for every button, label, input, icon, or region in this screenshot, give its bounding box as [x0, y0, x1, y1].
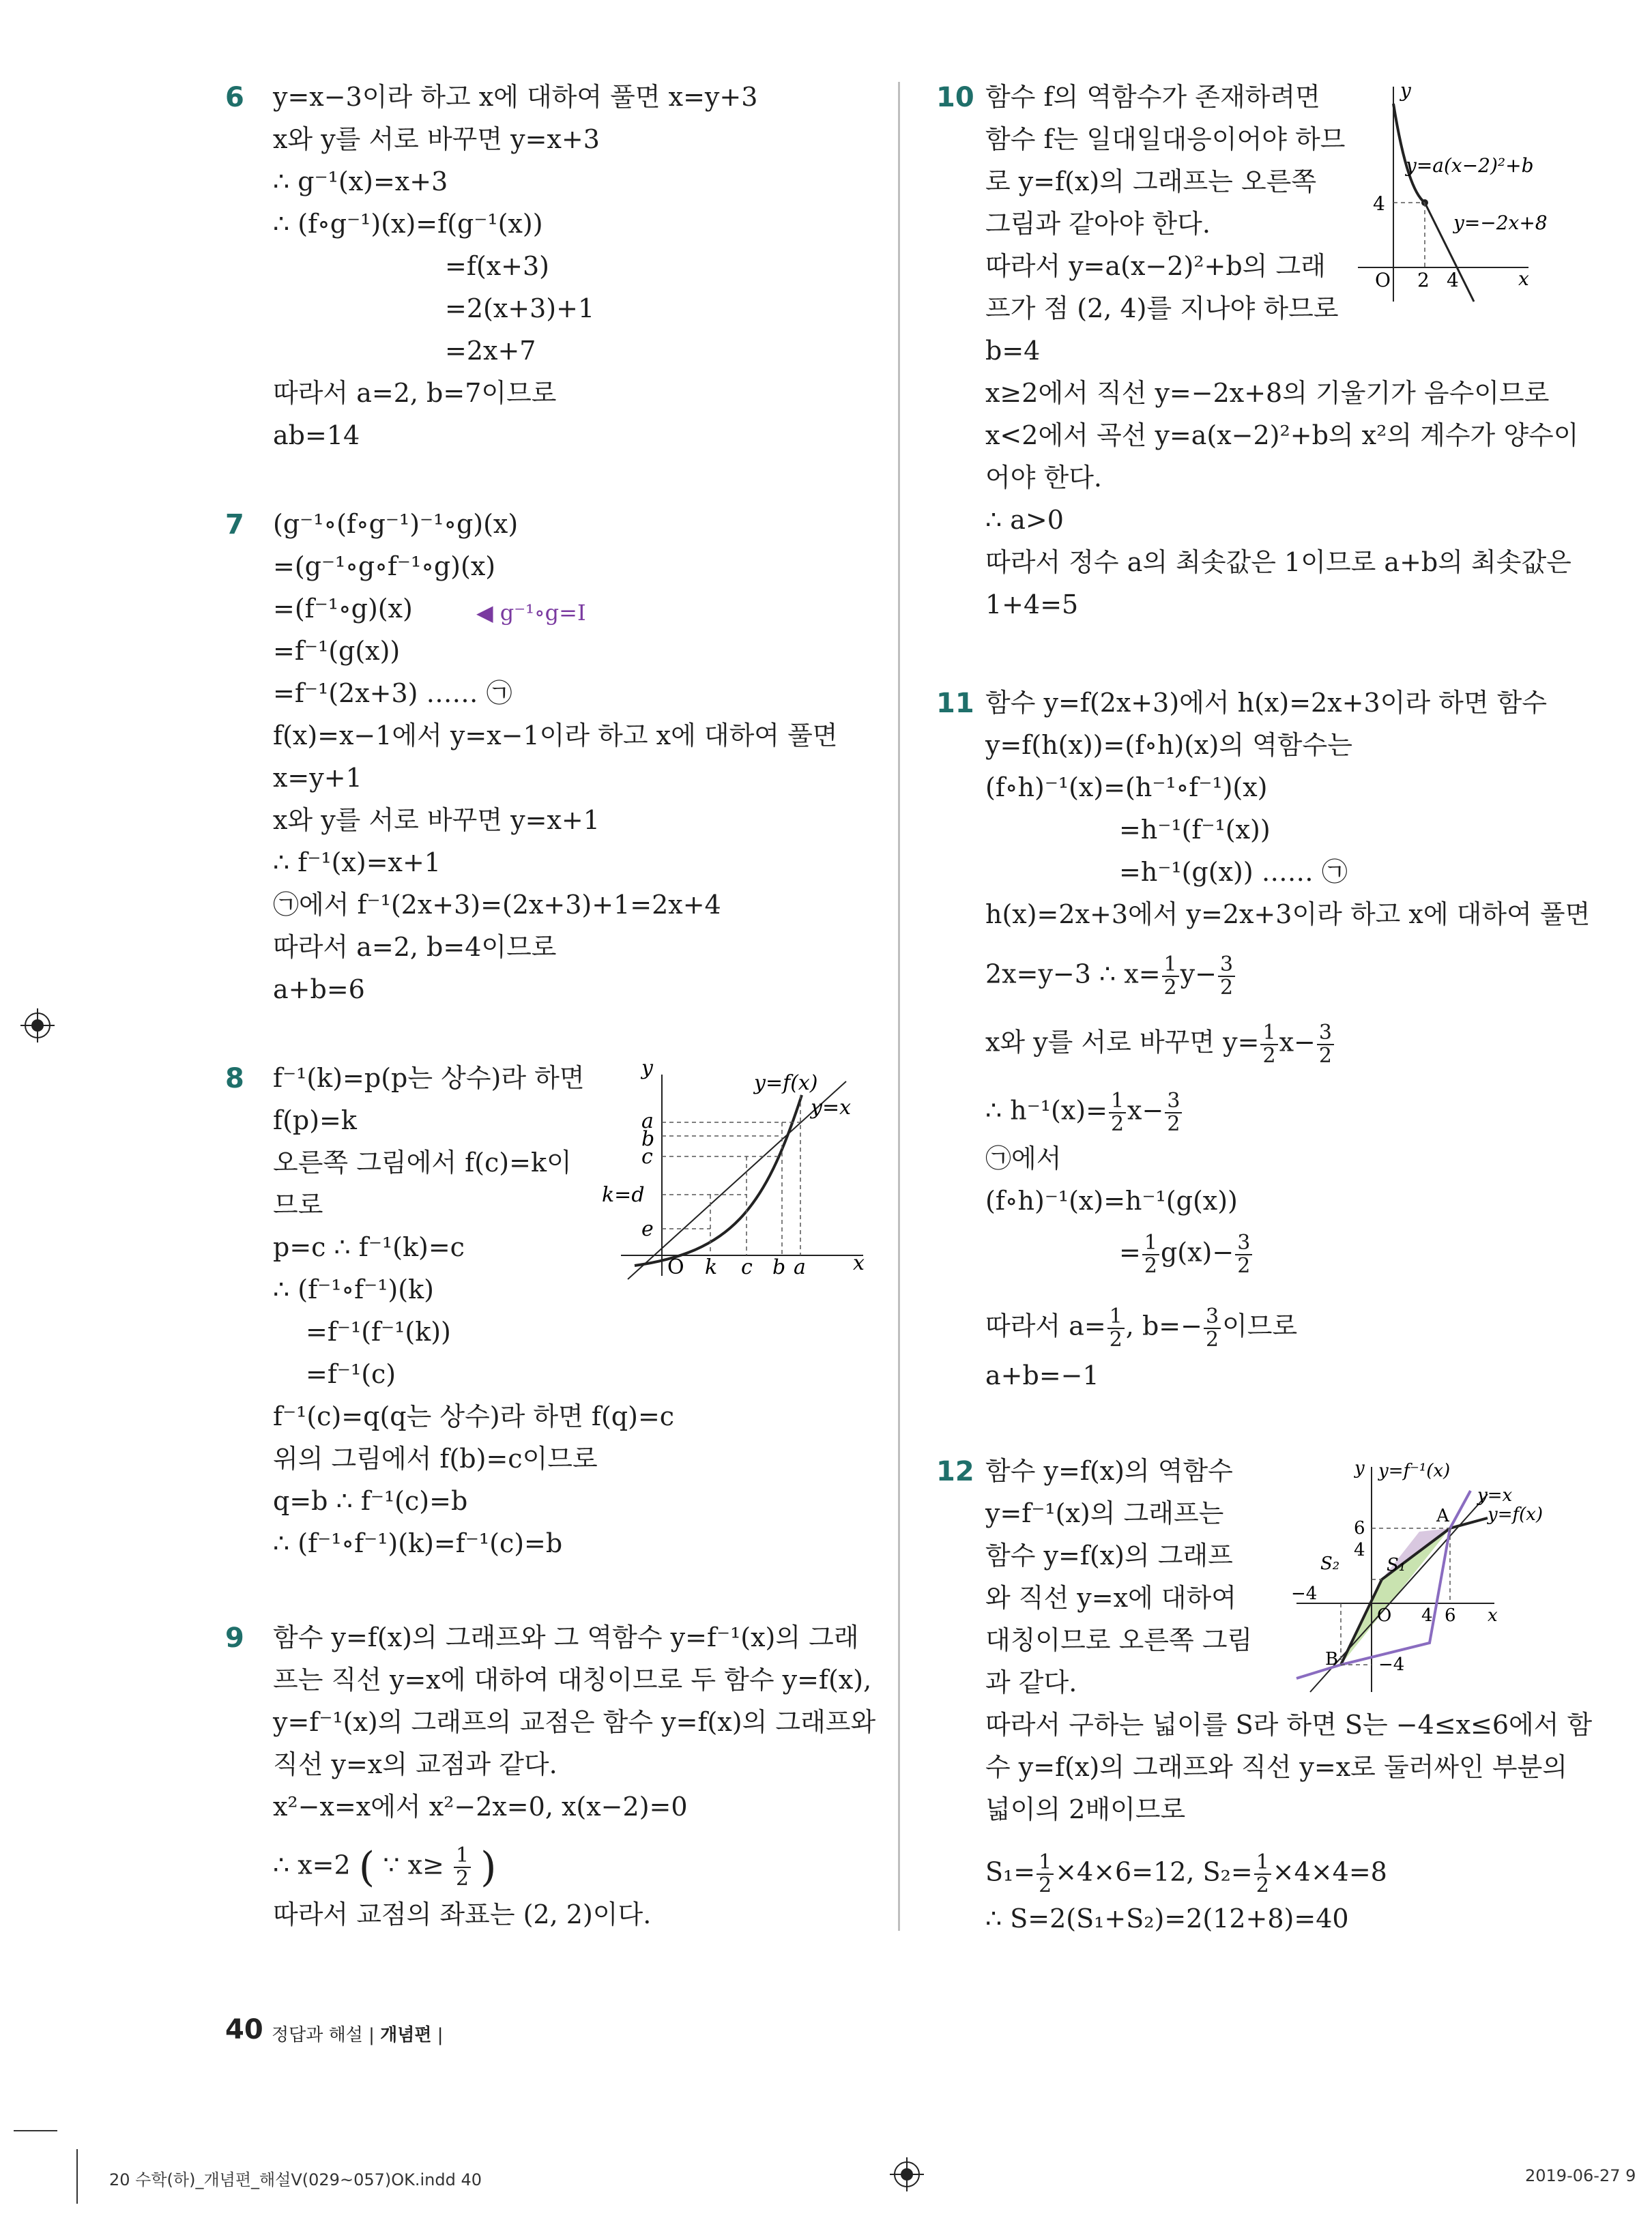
- s1-label: S₁: [1387, 1555, 1406, 1575]
- x-tick-6: 6: [1445, 1605, 1456, 1626]
- solution-line: 수 y=f(x)의 그래프와 직선 y=x로 둘러싸인 부분의: [985, 1752, 1567, 1782]
- fraction: $\frac{1}{2}$: [1254, 1852, 1271, 1897]
- eq-text: S₁=: [985, 1856, 1036, 1887]
- solution-line: [1119, 1232, 1254, 1277]
- solution-line: (g⁻¹∘(f∘g⁻¹)⁻¹∘g)(x): [273, 509, 519, 539]
- fraction: $\frac{1}{2}$: [1142, 1232, 1159, 1277]
- solution-line: a+b=−1: [985, 1360, 1099, 1390]
- solution-line: 어야 한다.: [985, 463, 1102, 493]
- y-axis-label: y: [641, 1061, 653, 1080]
- column-divider: [898, 82, 900, 1931]
- solution-line: ab=14: [273, 420, 360, 450]
- solution-line: y=f⁻¹(x)의 그래프는: [985, 1498, 1224, 1528]
- fraction: $\frac{3}{2}$: [1317, 1022, 1334, 1067]
- problem-number: 6: [225, 82, 244, 113]
- solution-line: f⁻¹(k)=p(p는 상수)라 하면: [273, 1063, 585, 1093]
- solution-line: [985, 1090, 1183, 1135]
- eq-text: x와 y를 서로 바꾸면 y=: [985, 1027, 1260, 1058]
- y-tick-c: c: [641, 1145, 653, 1169]
- solution-line: =f⁻¹(f⁻¹(k)): [306, 1317, 451, 1347]
- x-axis-label: x: [1518, 267, 1529, 290]
- line-label: y=x: [1477, 1485, 1513, 1506]
- solution-line: =f⁻¹(g(x)): [273, 636, 401, 666]
- solution-line: x와 y를 서로 바꾸면 y=x+1: [273, 805, 600, 835]
- y-tick-a: a: [641, 1109, 654, 1133]
- solution-line: 프가 점 (2, 4)를 지나야 하므로: [985, 293, 1339, 323]
- solution-line: =f⁻¹(c): [306, 1359, 396, 1389]
- solution-line: 직선 y=x의 교점과 같다.: [273, 1749, 557, 1779]
- y-tick-e: e: [641, 1217, 654, 1241]
- solution-line: =2x+7: [445, 336, 536, 366]
- curve-label: y=a(x−2)²+b: [1406, 154, 1534, 177]
- solution-line: =f(x+3): [445, 251, 550, 281]
- footer-label: [272, 2021, 444, 2046]
- x-tick-c: c: [741, 1255, 753, 1279]
- solution-line: f(x)=x−1에서 y=x−1이라 하고 x에 대하여 풀면: [273, 720, 838, 750]
- fraction: $\frac{1}{2}$: [1107, 1306, 1125, 1351]
- solution-line: [273, 1845, 497, 1890]
- y-tick-4: 4: [1373, 192, 1385, 215]
- eq-text: 이므로: [1222, 1311, 1298, 1341]
- guide-lines: [662, 1095, 800, 1255]
- solution-line: f⁻¹(c)=q(q는 상수)라 하면 f(q)=c: [273, 1401, 675, 1431]
- solution-line: 함수 y=f(x)의 그래프와 그 역함수 y=f⁻¹(x)의 그래: [273, 1622, 859, 1652]
- solution-line: 함수 y=f(x)의 그래프: [985, 1541, 1233, 1571]
- solution-line: 따라서 a=2, b=7이므로: [273, 378, 557, 408]
- y-axis-label: y: [1354, 1458, 1365, 1478]
- solution-line: =h⁻¹(f⁻¹(x)): [1119, 815, 1271, 845]
- solution-line: p=c ∴ f⁻¹(k)=c: [273, 1232, 465, 1262]
- slug-date: 2019-06-27 9: [1525, 2166, 1636, 2185]
- problem-number: 9: [225, 1622, 244, 1654]
- solution-line: =f⁻¹(2x+3) …… ㉠: [273, 678, 512, 708]
- line-label: y=x: [811, 1096, 852, 1120]
- crop-mark-left: [14, 2130, 57, 2131]
- fraction: $\frac{1}{2}$: [1037, 1852, 1054, 1897]
- solution-line: ∴ g⁻¹(x)=x+3: [273, 166, 448, 196]
- solution-line: 1+4=5: [985, 589, 1079, 619]
- solution-line: a+b=6: [273, 974, 365, 1004]
- slug-file: 20 수학(하)_개념편_해설Ⅴ(029~057)OK.indd 40: [109, 2170, 482, 2189]
- problem-number: 10: [936, 82, 974, 113]
- eq-text: x−: [1279, 1027, 1316, 1058]
- solution-line: q=b ∴ f⁻¹(c)=b: [273, 1486, 468, 1516]
- solution-line: =h⁻¹(g(x)) …… ㉠: [1119, 857, 1348, 887]
- curve-label: y=f(x): [754, 1071, 818, 1095]
- solution-line: ∴ (f⁻¹∘f⁻¹)(k)=f⁻¹(c)=b: [273, 1528, 563, 1558]
- footer-part: 개념편: [380, 2025, 432, 2045]
- solution-line: x≥2에서 직선 y=−2x+8의 기울기가 음수이므로: [985, 378, 1550, 408]
- s2-label: S₂: [1320, 1554, 1340, 1574]
- solution-line: (f∘h)⁻¹(x)=h⁻¹(g(x)): [985, 1186, 1238, 1216]
- eq-text: x−: [1127, 1095, 1164, 1126]
- paren-close: ): [480, 1843, 497, 1891]
- paren-open: (: [358, 1843, 375, 1891]
- solution-line: x=y+1: [273, 763, 362, 793]
- solution-line: 따라서 a=2, b=4이므로: [273, 932, 557, 962]
- eq-text: ∴ h⁻¹(x)=: [985, 1095, 1107, 1126]
- curve-parabola: [1393, 104, 1425, 203]
- eq-text: ×4×6=12, S₂=: [1055, 1856, 1253, 1887]
- solution-line: =(f⁻¹∘g)(x): [273, 594, 413, 624]
- guide-lines: [1393, 203, 1425, 267]
- x-tick-k: k: [705, 1255, 718, 1279]
- y-tick-4: 4: [1354, 1540, 1365, 1560]
- x-tick-neg4: −4: [1291, 1584, 1318, 1604]
- y-tick-neg4: −4: [1378, 1654, 1405, 1675]
- solution-line: ㉠에서: [985, 1143, 1062, 1173]
- solution-line: 함수 f의 역함수가 존재하려면: [985, 82, 1320, 112]
- line-label: y=−2x+8: [1453, 212, 1548, 234]
- solution-line: f(p)=k: [273, 1105, 357, 1135]
- solution-line: ∴ a>0: [985, 505, 1064, 535]
- fraction: $\frac{1}{2}$: [1162, 954, 1179, 999]
- point-b-label: B: [1325, 1649, 1339, 1670]
- solution-line: (f∘h)⁻¹(x)=(h⁻¹∘f⁻¹)(x): [985, 772, 1268, 802]
- solution-line: ㉠에서 f⁻¹(2x+3)=(2x+3)+1=2x+4: [273, 890, 721, 920]
- problem-number: 7: [225, 509, 244, 540]
- y-tick-6: 6: [1354, 1518, 1365, 1539]
- origin-label: O: [1375, 269, 1391, 291]
- eq-text: 따라서 a=: [985, 1311, 1106, 1341]
- side-note: ◀ g⁻¹∘g=I: [476, 600, 586, 626]
- solution-line: ∴ (f∘g⁻¹)(x)=f(g⁻¹(x)): [273, 209, 543, 239]
- y-tick-b: b: [641, 1127, 655, 1151]
- solution-line: y=f⁻¹(x)의 그래프의 교점은 함수 y=f(x)의 그래프와: [273, 1707, 876, 1737]
- x-tick-a: a: [794, 1255, 806, 1279]
- solution-line: b=4: [985, 336, 1041, 366]
- fraction: $\frac{1}{2}$: [1260, 1022, 1277, 1067]
- fraction: $\frac{1}{2}$: [1109, 1090, 1126, 1135]
- point-a-label: A: [1436, 1506, 1449, 1526]
- eq-text: y−: [1180, 959, 1217, 989]
- fraction: $\frac{3}{2}$: [1165, 1090, 1182, 1135]
- eq-text: g(x)−: [1160, 1237, 1234, 1268]
- solution-line: ∴ S=2(S₁+S₂)=2(12+8)=40: [985, 1904, 1349, 1934]
- solution-line: 므로: [273, 1190, 323, 1220]
- problem-number: 12: [936, 1456, 974, 1487]
- solution-line: y=f(h(x))=(f∘h)(x)의 역함수는: [985, 730, 1352, 760]
- fraction: $\frac{3}{2}$: [1204, 1306, 1221, 1351]
- x-tick-b: b: [772, 1255, 786, 1279]
- footer-sep: |: [437, 2025, 444, 2045]
- solution-line: 그림과 같아야 한다.: [985, 209, 1211, 239]
- solution-line: [985, 1852, 1387, 1897]
- eq-text: ×4×4=8: [1272, 1856, 1387, 1887]
- eq-text: , b=−: [1125, 1311, 1202, 1341]
- footer-section: 정답과 해설: [272, 2025, 363, 2045]
- solution-line: x<2에서 곡선 y=a(x−2)²+b의 x²의 계수가 양수이: [985, 420, 1579, 450]
- x-tick-4: 4: [1421, 1605, 1433, 1626]
- solution-line: 대칭이므로 오른쪽 그림: [985, 1625, 1253, 1655]
- y-tick-kd: k=d: [602, 1183, 645, 1207]
- solution-line: =(g⁻¹∘g∘f⁻¹∘g)(x): [273, 551, 496, 581]
- solution-line: 따라서 정수 a의 최솟값은 1이므로 a+b의 최솟값은: [985, 547, 1571, 577]
- eq-text: 2x=y−3 ∴ x=: [985, 959, 1161, 989]
- solution-line: [985, 1306, 1297, 1351]
- solution-line: 오른쪽 그림에서 f(c)=k이: [273, 1148, 572, 1178]
- solution-line: h(x)=2x+3에서 y=2x+3이라 하고 x에 대하여 풀면: [985, 899, 1591, 929]
- origin-label: O: [667, 1255, 684, 1279]
- solution-line: x와 y를 서로 바꾸면 y=x+3: [273, 124, 600, 154]
- func-label: y=f(x): [1488, 1504, 1544, 1525]
- solution-line: 따라서 구하는 넓이를 S라 하면 S는 −4≤x≤6에서 함: [985, 1710, 1593, 1740]
- registration-mark-bottom-icon: [890, 2157, 924, 2191]
- y-axis-label: y: [1400, 79, 1411, 102]
- origin-label: O: [1377, 1605, 1392, 1626]
- registration-mark-icon: [20, 1008, 55, 1043]
- solution-line: x²−x=x에서 x²−2x=0, x(x−2)=0: [273, 1792, 688, 1822]
- footer-sep: |: [368, 2025, 375, 2045]
- fraction: $\frac{3}{2}$: [1218, 954, 1235, 999]
- solution-line: [985, 1022, 1335, 1067]
- x-axis-label: x: [1488, 1605, 1498, 1626]
- x-tick-2: 2: [1417, 269, 1430, 291]
- solution-line: =2(x+3)+1: [445, 293, 595, 323]
- solution-line: [985, 954, 1236, 999]
- solution-line: 프는 직선 y=x에 대하여 대칭이므로 두 함수 y=f(x),: [273, 1665, 872, 1695]
- crop-mark-bottom: [76, 2149, 78, 2204]
- solution-line: 함수 y=f(x)의 역함수: [985, 1456, 1233, 1486]
- solution-line: ∴ f⁻¹(x)=x+1: [273, 847, 441, 877]
- eq-text: ∵ x≥: [383, 1850, 444, 1880]
- solution-line: 로 y=f(x)의 그래프는 오른쪽: [985, 166, 1317, 196]
- graph-10: [1351, 76, 1576, 308]
- solution-line: 따라서 y=a(x−2)²+b의 그래: [985, 251, 1326, 281]
- solution-line: 함수 y=f(2x+3)에서 h(x)=2x+3이라 하면 함수: [985, 688, 1548, 718]
- solution-line: ∴ (f⁻¹∘f⁻¹)(k): [273, 1274, 434, 1304]
- solution-line: 위의 그림에서 f(b)=c이므로: [273, 1444, 598, 1474]
- graph-12: [1283, 1453, 1576, 1699]
- problem-number: 8: [225, 1063, 244, 1094]
- solution-line: 와 직선 y=x에 대하여: [985, 1583, 1236, 1613]
- page-number: 40: [225, 2014, 263, 2045]
- inverse-label: y=f⁻¹(x): [1378, 1461, 1451, 1481]
- solution-line: y=x−3이라 하고 x에 대하여 풀면 x=y+3: [273, 82, 758, 112]
- solution-line: 과 같다.: [985, 1667, 1077, 1697]
- x-axis-label: x: [853, 1251, 865, 1275]
- graph-8: [594, 1061, 873, 1293]
- fraction: $\frac{3}{2}$: [1235, 1232, 1252, 1277]
- solution-line: 따라서 교점의 좌표는 (2, 2)이다.: [273, 1899, 652, 1929]
- fraction: $\frac{1}{2}$: [454, 1845, 471, 1890]
- eq-text: ∴ x=2: [273, 1850, 351, 1880]
- eq-text: =: [1119, 1237, 1141, 1268]
- curve-f: [635, 1095, 802, 1266]
- problem-number: 11: [936, 688, 974, 719]
- x-tick-4: 4: [1447, 269, 1459, 291]
- solution-line: 함수 f는 일대일대응이어야 하므: [985, 124, 1346, 154]
- solution-line: 넓이의 2배이므로: [985, 1794, 1186, 1824]
